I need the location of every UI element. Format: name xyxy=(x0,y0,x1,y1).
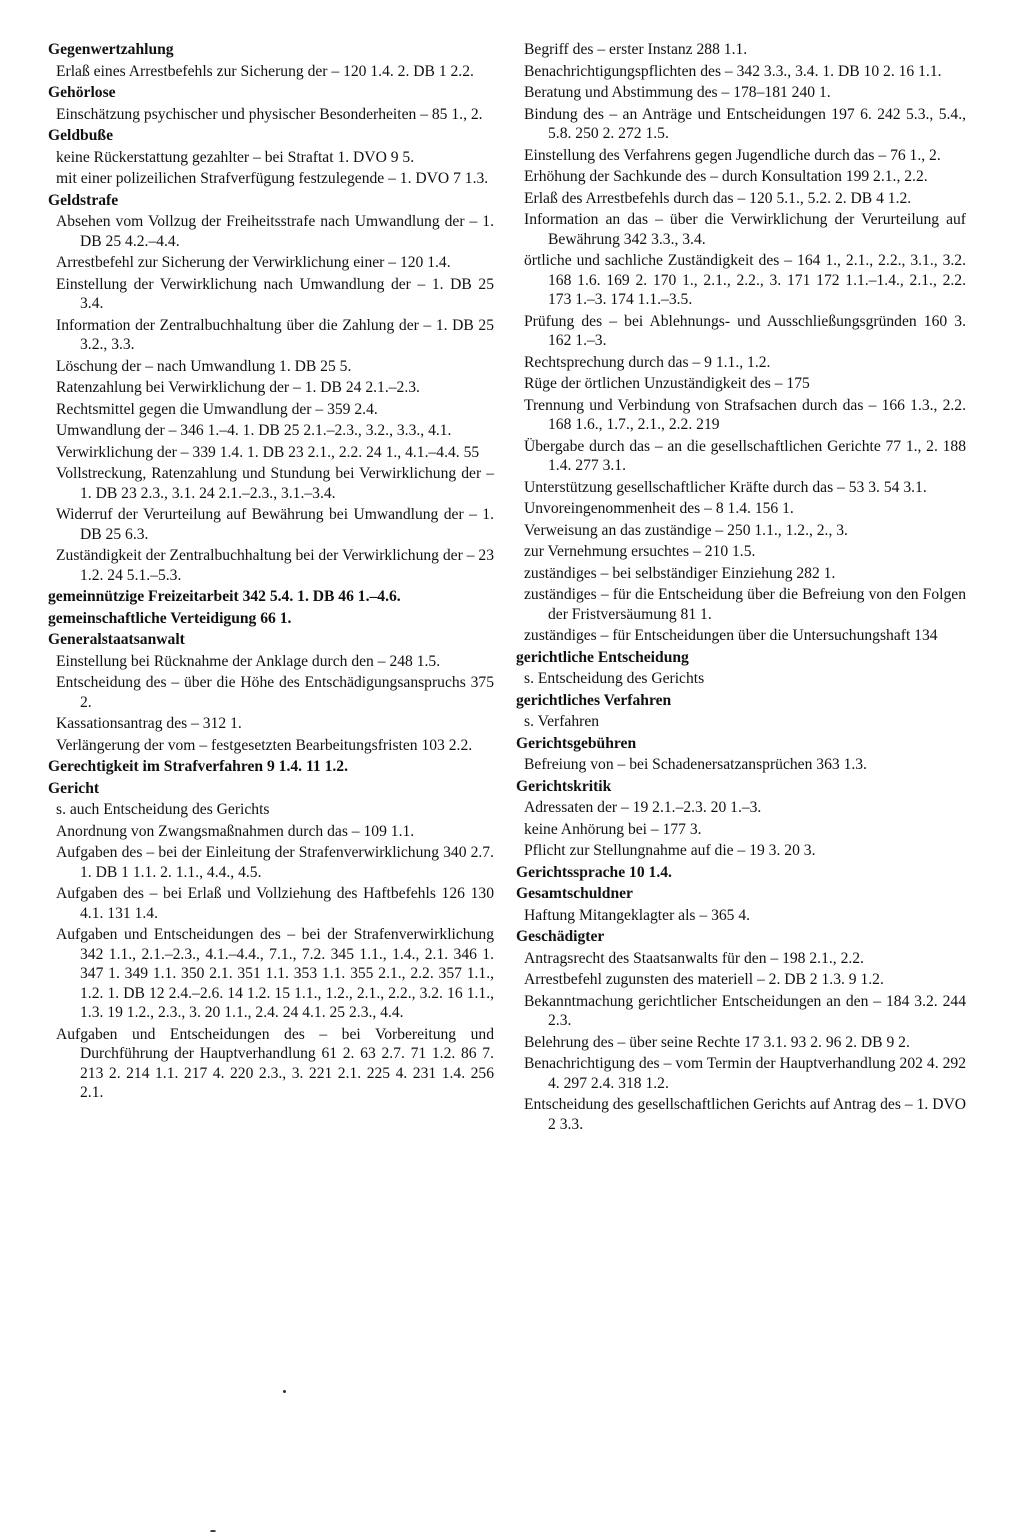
index-entry: Aufgaben und Entscheidungen des – bei Vorbereitung und Durchführung der Hauptverhandlung 61 2. 63 2.7. 71 1.2. 86 7. 213 2. 214 1.1. 217 4. 220 2.3., 3. 221 2.1. 225 4. 231 1.4. 256 2.1. xyxy=(56,1025,494,1101)
index-entry: zuständiges – für Entscheidungen über die Untersuchungshaft 134 xyxy=(524,627,938,644)
index-entry: Entscheidung des gesellschaftlichen Gerichts auf Antrag des – 1. DVO 2 3.3. xyxy=(524,1096,966,1133)
print-speck xyxy=(283,1390,286,1393)
index-heading: Gehörlose xyxy=(48,84,116,101)
index-heading: gerichtliche Entscheidung xyxy=(516,648,689,666)
index-entry: Erhöhung der Sachkunde des – durch Konsultation 199 2.1., 2.2. xyxy=(524,168,928,185)
index-entry: Übergabe durch das – an die gesellschaftlichen Gerichte 77 1., 2. 188 1.4. 277 3.1. xyxy=(524,437,966,474)
index-entry: Einstellung bei Rücknahme der Anklage durch den – 248 1.5. xyxy=(56,652,441,670)
index-entry: Rüge der örtlichen Unzuständigkeit des – 175 xyxy=(524,375,810,392)
print-speck xyxy=(210,1530,216,1532)
index-entry: Arrestbefehl zur Sicherung der Verwirklichung einer – 120 1.4. xyxy=(56,254,451,271)
index-entry: Information der Zentralbuchhaltung über die Zahlung der – 1. DB 25 3.2., 3.3. xyxy=(56,316,494,353)
index-entry: zuständiges – bei selbständiger Einziehung 282 1. xyxy=(524,564,836,582)
index-heading: Gegenwertzahlung xyxy=(48,41,174,58)
index-entry: Widerruf der Verurteilung auf Bewährung bei Umwandlung der – 1. DB 25 6.3. xyxy=(56,506,494,543)
index-entry: Absehen vom Vollzug der Freiheitsstrafe nach Umwandlung der – 1. DB 25 4.2.–4.4. xyxy=(56,213,494,250)
index-entry: Trennung und Verbindung von Strafsachen durch das – 166 1.3., 2.2. 168 1.6., 1.7., 2.1., 2.2. 219 xyxy=(524,396,966,433)
index-entry: Aufgaben des – bei Erlaß und Vollziehung des Haftbefehls 126 130 4.1. 131 1.4. xyxy=(56,885,494,922)
index-entry: Benachrichtigung des – vom Termin der Hauptverhandlung 202 4. 292 4. 297 2.4. 318 1.2. xyxy=(524,1055,966,1092)
index-entry: Unterstützung gesellschaftlicher Kräfte durch das – 53 3. 54 3.1. xyxy=(524,478,927,496)
index-heading: Generalstaatsanwalt xyxy=(48,631,185,648)
index-entry: Einstellung des Verfahrens gegen Jugendliche durch das – 76 1., 2. xyxy=(524,146,941,164)
index-heading: Geschädigter xyxy=(516,928,605,945)
index-entry: Aufgaben des – bei der Einleitung der Strafenverwirklichung 340 2.7. 1. DB 1 1.1. 2. 1.1., 4.4., 4.5. xyxy=(56,844,494,881)
index-column-left xyxy=(48,38,494,1103)
index-entry: Erlaß des Arrestbefehls durch das – 120 5.1., 5.2. 2. DB 4 1.2. xyxy=(524,189,912,207)
index-heading: Gerichtskritik xyxy=(516,777,612,795)
index-entry: Verweisung an das zuständige – 250 1.1., 1.2., 2., 3. xyxy=(524,521,848,539)
index-entry: mit einer polizeilichen Strafverfügung festzulegende – 1. DVO 7 1.3. xyxy=(56,170,489,187)
index-entry: keine Anhörung bei – 177 3. xyxy=(524,820,702,838)
index-entry: Befreiung von – bei Schadenersatzansprüchen 363 1.3. xyxy=(524,756,867,773)
index-entry: Erlaß eines Arrestbefehls zur Sicherung der – 120 1.4. 2. DB 1 2.2. xyxy=(56,62,474,80)
index-entry: s. Verfahren xyxy=(524,713,600,730)
index-entry: Kassationsantrag des – 312 1. xyxy=(56,715,242,732)
index-heading: Gerichtsgebühren xyxy=(516,734,637,752)
index-entry: örtliche und sachliche Zuständigkeit des – 164 1., 2.1., 2.2., 3.1., 3.2. 168 1.6. 169 2. 170 1., 2.1., 2.2., 3. 171 172 1.1.–1.4., 2.1., 2.2. 173 1.–3. 174 1.1.–3.5. xyxy=(524,252,966,308)
index-entry: Begriff des – erster Instanz 288 1.1. xyxy=(524,41,748,58)
index-heading: gerichtliches Verfahren xyxy=(516,691,672,709)
index-entry: Prüfung des – bei Ablehnungs- und Ausschließungsgründen 160 3. 162 1.–3. xyxy=(524,312,966,349)
index-heading: gemeinnützige Freizeitarbeit 342 5.4. 1. DB 46 1.–4.6. xyxy=(48,588,401,605)
index-entry: Pflicht zur Stellungnahme auf die – 19 3. 20 3. xyxy=(524,842,816,859)
index-entry: s. auch Entscheidung des Gerichts xyxy=(56,801,270,818)
index-entry: Einschätzung psychischer und physischer Besonderheiten – 85 1., 2. xyxy=(56,105,483,123)
index-entry: Benachrichtigungspflichten des – 342 3.3., 3.4. 1. DB 10 2. 16 1.1. xyxy=(524,62,942,80)
index-entry: Ratenzahlung bei Verwirklichung der – 1. DB 24 2.1.–2.3. xyxy=(56,379,420,396)
index-entry: Umwandlung der – 346 1.–4. 1. DB 25 2.1.–2.3., 3.2., 3.3., 4.1. xyxy=(56,422,452,439)
index-heading: gemeinschaftliche Verteidigung 66 1. xyxy=(48,609,292,627)
index-entry: Bekanntmachung gerichtlicher Entscheidungen an den – 184 3.2. 244 2.3. xyxy=(524,992,966,1029)
index-entry: Verlängerung der vom – festgesetzten Bearbeitungsfristen 103 2.2. xyxy=(56,736,473,754)
index-entry: Anordnung von Zwangsmaßnahmen durch das – 109 1.1. xyxy=(56,822,415,840)
index-heading: Gesamtschuldner xyxy=(516,885,633,902)
index-entry: Haftung Mitangeklagter als – 365 4. xyxy=(524,906,751,924)
index-entry: Rechtsmittel gegen die Umwandlung der – 359 2.4. xyxy=(56,400,378,418)
index-entry: Bindung des – an Anträge und Entscheidungen 197 6. 242 5.3., 5.4., 5.8. 250 2. 272 1.5. xyxy=(524,105,966,142)
index-entry: Zuständigkeit der Zentralbuchhaltung bei der Verwirklichung der – 23 1.2. 24 5.1.–5.3. xyxy=(56,547,494,584)
index-entry: Beratung und Abstimmung des – 178–181 240 1. xyxy=(524,84,831,101)
index-entry: Einstellung der Verwirklichung nach Umwandlung der – 1. DB 25 3.4. xyxy=(56,275,494,312)
index-heading: Gerichtssprache 10 1.4. xyxy=(516,863,672,881)
index-entry: Verwirklichung der – 339 1.4. 1. DB 23 2.1., 2.2. 24 1., 4.1.–4.4. 55 xyxy=(56,443,480,461)
index-entry: Adressaten der – 19 2.1.–2.3. 20 1.–3. xyxy=(524,799,762,816)
index-entry: Antragsrecht des Staatsanwalts für den – 198 2.1., 2.2. xyxy=(524,949,864,967)
index-entry: zuständiges – für die Entscheidung über die Befreiung von den Folgen der Fristversäumung 81 1. xyxy=(524,586,966,623)
index-entry: keine Rückerstattung gezahlter – bei Straftat 1. DVO 9 5. xyxy=(56,148,415,166)
index-entry: Löschung der – nach Umwandlung 1. DB 25 5. xyxy=(56,357,352,375)
index-entry: Rechtsprechung durch das – 9 1.1., 1.2. xyxy=(524,353,771,371)
index-heading: Gerechtigkeit im Strafverfahren 9 1.4. 11 1.2. xyxy=(48,758,348,775)
index-entry: Information an das – über die Verwirklichung der Verurteilung auf Bewährung 342 3.3., 3.4. xyxy=(524,211,966,248)
index-column-right xyxy=(516,38,966,1134)
index-entry: zur Vernehmung ersuchtes – 210 1.5. xyxy=(524,543,756,560)
index-entry: Arrestbefehl zugunsten des materiell – 2. DB 2 1.3. 9 1.2. xyxy=(524,971,884,988)
index-entry: Vollstreckung, Ratenzahlung und Stundung bei Verwirklichung der – 1. DB 23 2.3., 3.1. 24 2.1.–2.3., 3.1.–3.4. xyxy=(56,465,494,502)
index-heading: Geldbuße xyxy=(48,127,113,144)
index-entry: Unvoreingenommenheit des – 8 1.4. 156 1. xyxy=(524,500,794,517)
index-heading: Gericht xyxy=(48,779,100,797)
index-entry: s. Entscheidung des Gerichts xyxy=(524,670,705,687)
index-entry: Entscheidung des – über die Höhe des Entschädigungsanspruchs 375 2. xyxy=(56,674,494,711)
index-entry: Aufgaben und Entscheidungen des – bei der Strafenverwirklichung 342 1.1., 2.1.–2.3., 4.1.–4.4., 7.1., 7.2. 345 1.1., 1.4., 2.1. 346 1. 347 1. 349 1.1. 350 2.1. 351 1.1. 353 1.1. 355 2.1., 2.2. 357 1.1., 1.2. 1. DB 12 2.4.–2.6. 14 1.2. 15 1.1., 1.2., 2.1., 2.2., 3.2. 16 1.1., 1.3. 19 1.2., 2.3., 3. 20 1.1., 2.4. 24 4.1. 25 2.3., 4.4. xyxy=(56,926,494,1021)
index-heading: Geldstrafe xyxy=(48,191,119,209)
index-entry: Belehrung des – über seine Rechte 17 3.1. 93 2. 96 2. DB 9 2. xyxy=(524,1033,910,1051)
